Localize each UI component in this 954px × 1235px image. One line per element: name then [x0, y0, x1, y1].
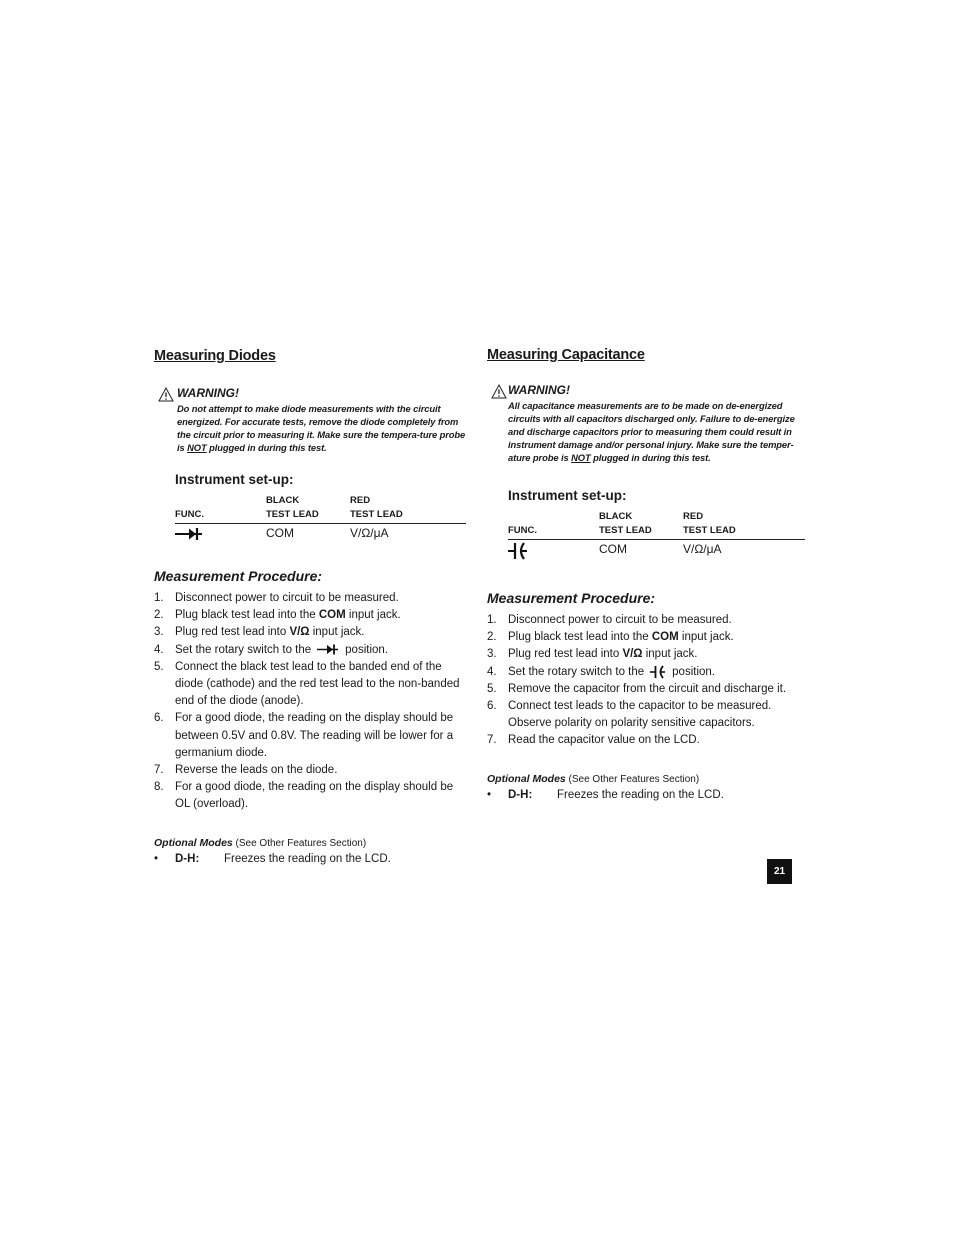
- list-item: 3. Plug red test lead into V/Ω input jack.: [154, 626, 365, 639]
- header-red: RED TEST LEAD: [350, 494, 466, 524]
- capacitance-section: [487, 347, 805, 803]
- list-item: 6. Connect test leads to the capacitor to be measured. Observe polarity on polarity sensitive capacitors.: [487, 700, 772, 730]
- diode-icon: [175, 527, 203, 541]
- section-title-capacitance: Measuring Capacitance: [487, 347, 645, 363]
- bullet-item: • D-H: Freezes the reading on the LCD.: [154, 852, 391, 865]
- list-item: 6. For a good diode, the reading on the display should be between 0.5V and 0.8V. The reading will be lower for a germanium diode.: [154, 712, 454, 759]
- instrument-setup: [508, 488, 805, 562]
- bullet-key: D-H:: [508, 788, 533, 801]
- list-item: 2. Plug black test lead into the COM input jack.: [487, 631, 734, 644]
- optional-modes-label: Optional Modes: [487, 772, 566, 785]
- list-item: 1. Disconnect power to circuit to be measured.: [487, 614, 732, 626]
- warning-triangle-icon: [158, 387, 174, 402]
- warning-block: [154, 386, 466, 454]
- warning-emphasis: NOT: [571, 452, 591, 463]
- list-item: 4. Set the rotary switch to the position.: [487, 665, 715, 678]
- procedure-steps: [487, 612, 805, 750]
- warning-triangle-icon: [491, 384, 507, 399]
- warning-label: WARNING!: [508, 383, 570, 397]
- page-number: 21: [767, 859, 792, 884]
- list-item: 7. Reverse the leads on the diode.: [154, 764, 338, 777]
- optional-modes: [487, 773, 805, 785]
- func-cell: [508, 540, 599, 563]
- list-item: 1. Disconnect power to circuit to be measured.: [154, 592, 399, 604]
- procedure-title: Measurement Procedure:: [487, 590, 656, 606]
- header-func: FUNC.: [175, 494, 266, 524]
- diode-section: [154, 348, 466, 867]
- optional-modes-note: (See Other Features Section): [235, 837, 367, 849]
- header-func: FUNC.: [508, 510, 599, 540]
- warning-emphasis: NOT: [187, 442, 207, 453]
- bullet-item: • D-H: Freezes the reading on the LCD.: [487, 788, 724, 801]
- optional-modes-label: Optional Modes: [154, 836, 233, 849]
- black-lead-cell: COM: [599, 542, 627, 556]
- bullet-desc: Freezes the reading on the LCD.: [224, 852, 391, 865]
- warning-text: Do not attempt to make diode measurements with the circuit energized. For accurate tests, remove the diode completely from the circuit prior to measuring it. Make sure the tempera-ture probe is NOT plugged in during this test.: [177, 403, 466, 453]
- header-red: RED TEST LEAD: [683, 510, 805, 540]
- instrument-setup: [175, 472, 466, 546]
- setup-title: Instrument set-up:: [508, 488, 627, 503]
- list-item: 5. Remove the capacitor from the circuit and discharge it.: [487, 682, 787, 695]
- table-row: [508, 540, 805, 563]
- bullet-key: D-H:: [175, 852, 200, 865]
- header-black: BLACK TEST LEAD: [266, 494, 350, 524]
- setup-table: [508, 510, 805, 562]
- black-lead-cell: COM: [266, 526, 294, 540]
- warning-label: WARNING!: [177, 386, 239, 400]
- red-lead-cell: V/Ω/μA: [683, 542, 722, 556]
- optional-modes-note: (See Other Features Section): [568, 773, 700, 785]
- red-lead-cell: V/Ω/μA: [350, 526, 389, 540]
- list-item: 5. Connect the black test lead to the banded end of the diode (cathode) and the red test lead to the non-banded end of the diode (anode).: [154, 660, 460, 708]
- table-row: [175, 524, 466, 547]
- warning-text: All capacitance measurements are to be made on de-energized circuits with all capacitors discharged only. Failure to de-energize and discharge capacitors prior to measuring them could result in instrument damage and/or personal injury. Make sure the temper-ature probe is NOT plugged in during this test.: [508, 400, 795, 463]
- list-item: 4. Set the rotary switch to the position.: [154, 643, 388, 656]
- func-cell: [175, 524, 266, 547]
- list-item: 3. Plug red test lead into V/Ω input jack.: [487, 648, 698, 661]
- list-item: 8. For a good diode, the reading on the display should be OL (overload).: [154, 781, 454, 811]
- list-item: 2. Plug black test lead into the COM input jack.: [154, 609, 401, 622]
- procedure-title: Measurement Procedure:: [154, 568, 323, 584]
- bullet-desc: Freezes the reading on the LCD.: [557, 788, 724, 801]
- header-black: BLACK TEST LEAD: [599, 510, 683, 540]
- diode-icon: [317, 644, 339, 655]
- procedure-steps: [154, 590, 466, 814]
- setup-table: [175, 494, 466, 546]
- list-item: 7. Read the capacitor value on the LCD.: [487, 734, 700, 747]
- warning-block: [487, 383, 805, 464]
- capacitor-icon: [508, 542, 528, 560]
- optional-modes: [154, 837, 466, 849]
- section-title-diodes: Measuring Diodes: [154, 348, 276, 364]
- setup-title: Instrument set-up:: [175, 472, 294, 487]
- capacitor-icon: [650, 665, 666, 679]
